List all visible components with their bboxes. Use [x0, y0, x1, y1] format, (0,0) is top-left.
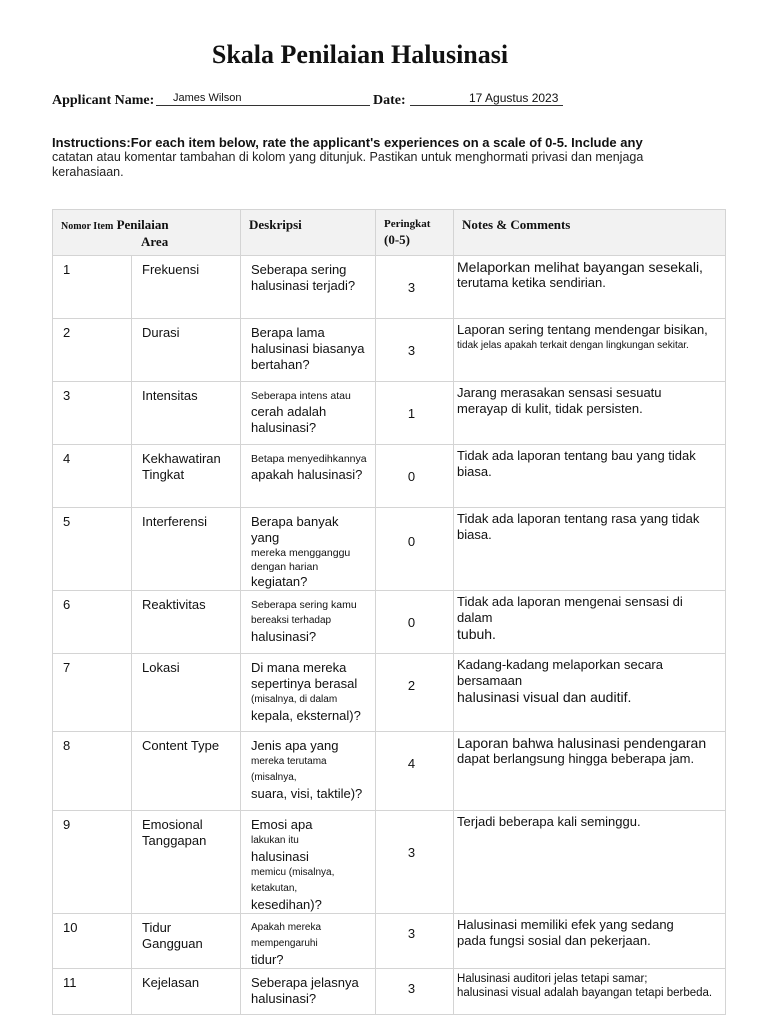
area-cell: Kejelasan — [132, 969, 241, 1015]
table-row — [53, 811, 726, 914]
description-cell: Betapa menyedihkannya apakah halusinasi? — [241, 445, 376, 508]
rating-cell[interactable]: 2 — [376, 654, 454, 732]
applicant-name-value[interactable]: James Wilson — [173, 92, 242, 104]
rating-cell[interactable]: 3 — [376, 914, 454, 969]
rating-cell[interactable]: 0 — [376, 591, 454, 654]
notes-cell[interactable]: Terjadi beberapa kali seminggu. — [454, 811, 726, 914]
table-row — [53, 382, 726, 445]
area-cell: Intensitas — [132, 382, 241, 445]
notes-cell[interactable]: Laporan bahwa halusinasi pendengaran dapat berlangsung hingga beberapa jam. — [454, 732, 726, 811]
area-cell: Durasi — [132, 319, 241, 382]
notes-cell[interactable]: Kadang-kadang melaporkan secara bersamaan halusinasi visual dan auditif. — [454, 654, 726, 732]
table-header-row — [53, 210, 726, 256]
header-area-bottom: Area — [141, 234, 169, 249]
table-row — [53, 654, 726, 732]
item-no-cell: 1 — [53, 256, 132, 319]
area-cell: Lokasi — [132, 654, 241, 732]
header-item-area — [53, 210, 241, 256]
notes-cell[interactable]: Melaporkan melihat bayangan sesekali, terutama ketika sendirian. — [454, 256, 726, 319]
rating-cell[interactable]: 3 — [376, 256, 454, 319]
item-no-cell: 9 — [53, 811, 132, 914]
table-row — [53, 914, 726, 969]
notes-cell[interactable]: Tidak ada laporan mengenai sensasi di dalam tubuh. — [454, 591, 726, 654]
rating-cell[interactable]: 1 — [376, 382, 454, 445]
instructions-text: catatan atau komentar tambahan di kolom yang ditunjuk. Pastikan untuk menghormati privasi dan menjaga kerahasiaan. — [52, 150, 644, 179]
notes-cell[interactable]: Jarang merasakan sensasi sesuatu merayap di kulit, tidak persisten. — [454, 382, 726, 445]
header-area-top: Penilaian — [116, 217, 169, 232]
table-row — [53, 319, 726, 382]
description-cell: Emosi apa lakukan itu halusinasi memicu (misalnya, ketakutan, kesedihan)? — [241, 811, 376, 914]
instructions — [52, 135, 712, 180]
area-cell: Reaktivitas — [132, 591, 241, 654]
item-no-cell: 6 — [53, 591, 132, 654]
rating-cell[interactable]: 0 — [376, 508, 454, 591]
date-line[interactable] — [410, 105, 563, 106]
item-no-cell: 8 — [53, 732, 132, 811]
date-label: Date: — [373, 93, 406, 108]
description-cell: Seberapa intens atau cerah adalah halusinasi? — [241, 382, 376, 445]
header-item-no: Nomor Item — [61, 221, 114, 232]
description-cell: Berapa lama halusinasi biasanya bertahan? — [241, 319, 376, 382]
area-cell: Content Type — [132, 732, 241, 811]
area-cell: Emosional Tanggapan — [132, 811, 241, 914]
description-cell: Seberapa sering kamu bereaksi terhadap halusinasi? — [241, 591, 376, 654]
table-row — [53, 256, 726, 319]
description-cell: Jenis apa yang mereka terutama (misalnya, suara, visi, taktile)? — [241, 732, 376, 811]
description-cell: Seberapa jelasnya halusinasi? — [241, 969, 376, 1015]
description-cell: Di mana mereka sepertinya berasal (misalnya, di dalam kepala, eksternal)? — [241, 654, 376, 732]
area-cell: Interferensi — [132, 508, 241, 591]
notes-cell[interactable]: Tidak ada laporan tentang rasa yang tidak biasa. — [454, 508, 726, 591]
rating-cell[interactable]: 4 — [376, 732, 454, 811]
area-cell: Frekuensi — [132, 256, 241, 319]
header-rating-top: Peringkat — [384, 218, 431, 230]
table-row — [53, 969, 726, 1015]
date-value[interactable]: 17 Agustus 2023 — [469, 91, 559, 105]
rating-cell[interactable]: 3 — [376, 969, 454, 1015]
item-no-cell: 5 — [53, 508, 132, 591]
notes-cell[interactable]: Halusinasi memiliki efek yang sedang pada fungsi sosial dan pekerjaan. — [454, 914, 726, 969]
form-title: Skala Penilaian Halusinasi — [211, 40, 509, 69]
rating-cell[interactable]: 3 — [376, 811, 454, 914]
item-no-cell: 7 — [53, 654, 132, 732]
area-cell: Kekhawatiran Tingkat — [132, 445, 241, 508]
applicant-date-row — [52, 89, 712, 111]
item-no-cell: 2 — [53, 319, 132, 382]
item-no-cell: 3 — [53, 382, 132, 445]
table-row — [53, 445, 726, 508]
header-rating-bottom: (0-5) — [384, 232, 411, 247]
applicant-name-label: Applicant Name: — [52, 93, 155, 108]
header-description: Deskripsi — [241, 210, 376, 256]
item-no-cell: 11 — [53, 969, 132, 1015]
applicant-name-line[interactable] — [156, 105, 370, 106]
instructions-bold: Instructions:For each item below, rate the applicant's experiences on a scale of 0-5. Include any — [52, 135, 643, 150]
table-row — [53, 508, 726, 591]
description-cell: Berapa banyak yang mereka mengganggu dengan harian kegiatan? — [241, 508, 376, 591]
item-no-cell: 4 — [53, 445, 132, 508]
notes-cell[interactable]: Tidak ada laporan tentang bau yang tidak biasa. — [454, 445, 726, 508]
header-rating — [376, 210, 454, 256]
description-cell: Seberapa sering halusinasi terjadi? — [241, 256, 376, 319]
header-notes: Notes & Comments — [454, 210, 726, 256]
item-no-cell: 10 — [53, 914, 132, 969]
rating-table — [52, 209, 726, 1015]
table-row — [53, 732, 726, 811]
area-cell: Tidur Gangguan — [132, 914, 241, 969]
rating-cell[interactable]: 3 — [376, 319, 454, 382]
description-cell: Apakah mereka mempengaruhi tidur? — [241, 914, 376, 969]
notes-cell[interactable]: Laporan sering tentang mendengar bisikan, tidak jelas apakah terkait dengan lingkungan sekitar. — [454, 319, 726, 382]
notes-cell[interactable]: Halusinasi auditori jelas tetapi samar; halusinasi visual adalah bayangan tetapi berbeda. — [454, 969, 726, 1015]
rating-cell[interactable]: 0 — [376, 445, 454, 508]
table-row — [53, 591, 726, 654]
